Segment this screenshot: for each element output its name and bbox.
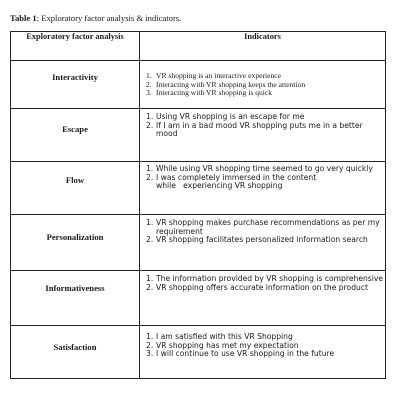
table-caption: [10, 13, 181, 23]
table-row: [11, 61, 386, 109]
indicator-text: The information provided by VR shopping is comprehensive: [156, 274, 384, 283]
list-item: 1. VR shopping is an interactive experience: [146, 71, 282, 80]
indicator-text: VR shopping is an interactive experience: [156, 71, 282, 80]
list-item: 1. I am satisfied with this VR Shopping: [146, 332, 293, 341]
indicator-list: [140, 109, 385, 139]
factor-cell: [11, 109, 140, 162]
indicator-cell: [140, 162, 386, 215]
list-item: 1. VR shopping makes purchase recommendations as per my requirement: [146, 218, 380, 236]
indicator-list: [140, 162, 385, 182]
indicator-text: Interacting with VR shopping is quick: [156, 88, 273, 98]
list-item: 2. If I am in a bad mood VR shopping puts me in a better mood: [146, 120, 363, 139]
list-item: 1. The information provided by VR shopping is comprehensive: [146, 274, 384, 283]
list-item: 2. Interacting with VR shopping keeps the attention: [146, 79, 306, 89]
table-row: [11, 326, 386, 379]
indicator-text: Interacting with VR shopping keeps the attention: [156, 79, 306, 89]
factor-name: Flow: [65, 175, 85, 185]
indicator-cell: [140, 326, 386, 379]
factor-name: Interactivity: [52, 72, 98, 82]
indicator-text: VR shopping has met my expectation: [156, 340, 299, 350]
indicator-text: VR shopping facilitates personalized information search: [156, 235, 368, 245]
list-item: 3. Interacting with VR shopping is quick: [146, 88, 273, 98]
indicator-cell: [140, 109, 386, 162]
list-item: 1. While using VR shopping time seemed to go very quickly: [146, 164, 373, 173]
header-factor: Exploratory factor analysis: [11, 32, 140, 61]
indicator-text: While using VR shopping time seemed to go very quickly: [156, 164, 373, 173]
factor-name: Escape: [62, 124, 88, 134]
indicator-cell: [140, 61, 386, 109]
indicator-text: VR shopping makes purchase recommendations as per my requirement: [156, 218, 380, 236]
list-item: 2. VR shopping facilitates personalized information search: [146, 235, 368, 245]
factor-cell: [11, 61, 140, 109]
list-item: 2. VR shopping offers accurate information on the product: [146, 282, 368, 292]
list-item: 2. VR shopping has met my expectation: [146, 340, 299, 350]
table-row: [11, 109, 386, 162]
list-item: 1. Using VR shopping is an escape for me: [146, 112, 305, 121]
indicator-list: [140, 61, 385, 98]
factor-name: Informativeness: [45, 283, 105, 293]
factor-name: Personalization: [46, 232, 104, 242]
indicator-text: I am satisfied with this VR Shopping: [156, 332, 293, 341]
table-row: [11, 215, 386, 271]
indicator-list: [140, 326, 385, 359]
indicator-text: VR shopping offers accurate information on the product: [156, 282, 368, 292]
indicator-list: [140, 271, 385, 292]
factor-cell: [11, 326, 140, 379]
factor-cell: [11, 162, 140, 215]
indicator-text: If I am in a bad mood VR shopping puts me in a better mood: [156, 120, 363, 139]
list-item: 2. I was completely immersed in the content: [146, 172, 317, 182]
indicator-text: I will continue to use VR shopping in the future: [156, 349, 335, 359]
indicator-cell: [140, 215, 386, 271]
indicator-text: I was completely immersed in the content: [156, 172, 317, 182]
table-row: [11, 271, 386, 326]
table-header-row: [11, 32, 386, 61]
table-caption-text: : Exploratory factor analysis & indicators.: [36, 13, 182, 23]
factor-name: Satisfaction: [53, 342, 97, 352]
indicator-text: Using VR shopping is an escape for me: [156, 112, 305, 121]
factor-cell: [11, 215, 140, 271]
indicator-continuation: while experiencing VR shopping: [156, 181, 283, 191]
factor-table: [10, 31, 386, 379]
table-caption-label: Table 1: [10, 13, 37, 23]
factor-cell: [11, 271, 140, 326]
table-row: [11, 162, 386, 215]
indicator-cell: [140, 271, 386, 326]
header-indicators: Indicators: [140, 32, 386, 61]
indicator-list: [140, 215, 385, 245]
list-item: 3. I will continue to use VR shopping in the future: [146, 349, 335, 359]
